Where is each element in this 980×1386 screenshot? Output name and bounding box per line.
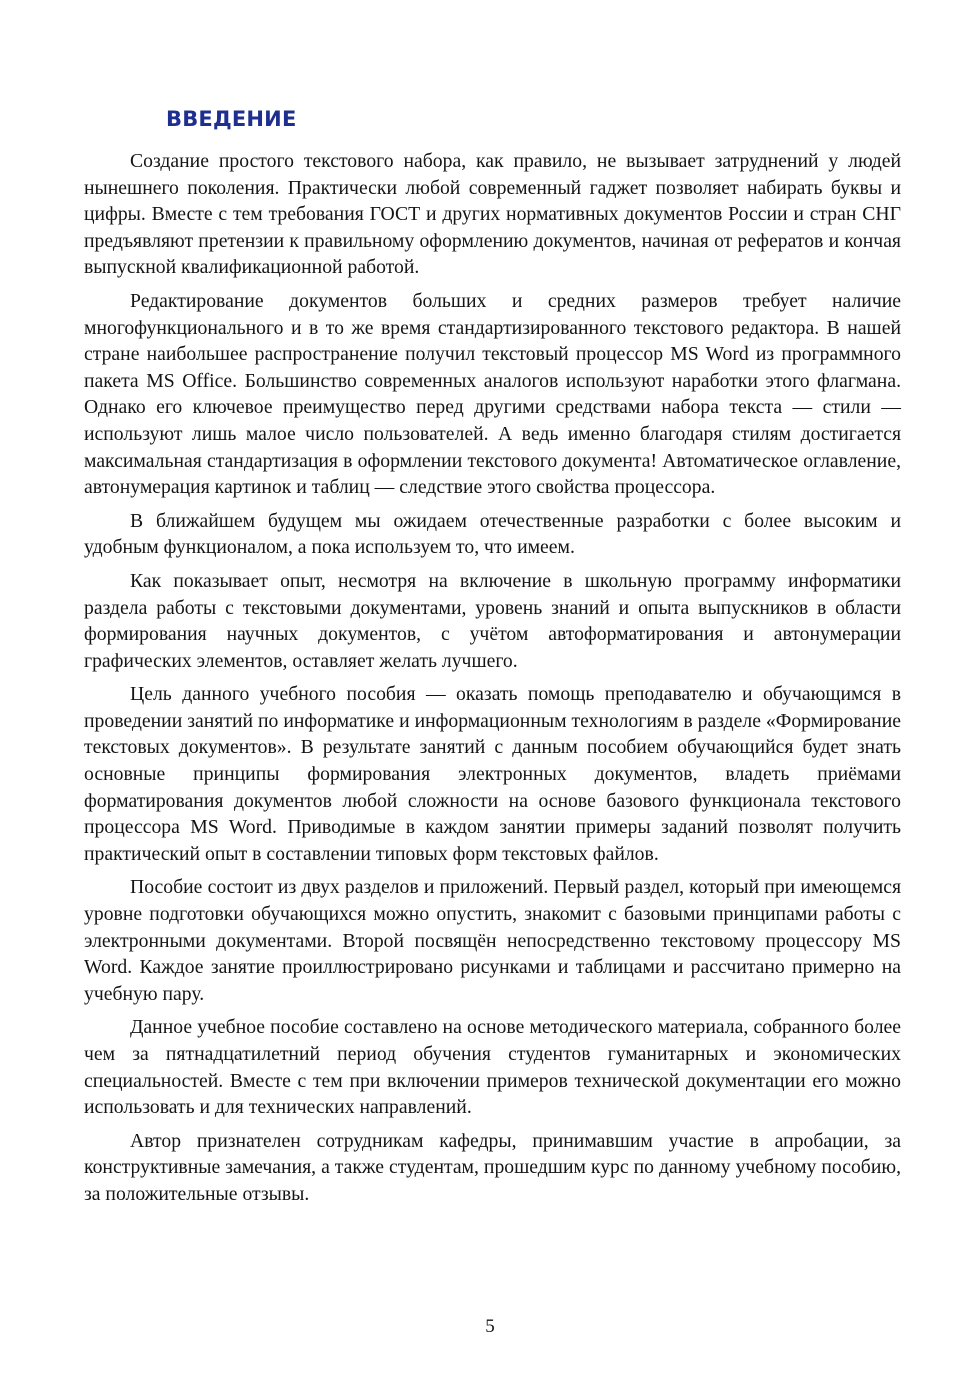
paragraph: Создание простого текстового набора, как правило, не вызывает затруднений у людей нынешнего поколения. Практически любой современный гаджет позволяет набирать буквы и цифры. Вместе с тем требования ГОСТ и других нормативных документов России и стран СНГ предъявляют претензии к правильному оформлению документов, начиная от рефератов и кончая выпускной квалификационной работой. xyxy=(84,150,901,279)
paragraph: Редактирование документов больших и средних размеров требует наличие многофункционального и в то же время стандартизированного текстового редактора. В нашей стране наибольшее распространение получил текстовый процессор MS Word из программного пакета MS Office. Большинство современных аналогов используют наработки этого флагмана. Однако его ключевое преимущество перед другими средствами набора текста — стили — используют лишь малое число пользователей. А ведь именно благодаря стилям достигается максимальная стандартизация в оформлении текстового документа! Автоматическое оглавление, автонумерация картинок и таблиц — следствие этого свойства процессора. xyxy=(84,289,901,499)
section-heading: ВВЕДЕНИЕ xyxy=(166,107,297,131)
paragraph: Как показывает опыт, несмотря на включение в школьную программу информатики раздела работы с текстовыми документами, уровень знаний и опыта выпускников в области формирования научных документов, с учётом автоформатирования и автонумерации графических элементов, оставляет желать лучшего. xyxy=(84,569,901,672)
page-number: 5 xyxy=(485,1316,495,1337)
paragraph: Данное учебное пособие составлено на основе методического материала, собранного более чем за пятнадцатилетний период обучения студентов гуманитарных и экономических специальностей. Вместе с тем при включении примеров технической документации его можно использовать и для технических направлений. xyxy=(84,1016,901,1119)
paragraph: В ближайшем будущем мы ожидаем отечественные разработки с более высоким и удобным функционалом, а пока используем то, что имеем. xyxy=(84,509,901,559)
paragraph: Автор признателен сотрудникам кафедры, принимавшим участие в апробации, за конструктивные замечания, а также студентам, прошедшим курс по данному учебному пособию, за положительные отзывы. xyxy=(84,1129,901,1205)
paragraph: Пособие состоит из двух разделов и приложений. Первый раздел, который при имеющемся уровне подготовки обучающихся можно опустить, знакомит с базовыми принципами работы с электронными документами. Второй посвящён непосредственно текстовому процессору MS Word. Каждое занятие проиллюстрировано рисунками и таблицами и рассчитано примерно на учебную пару. xyxy=(84,876,901,1005)
body-text xyxy=(84,148,901,1215)
paragraph: Цель данного учебного пособия — оказать помощь преподавателю и обучающимся в проведении занятий по информатике и информационным технологиям в разделе «Формирование текстовых документов». В результате занятий с данным пособием обучающийся будет знать основные принципы формирования электронных документов, владеть приёмами форматирования документов любой сложности на основе базового функционала текстового процессора MS Word. Приводимые в каждом занятии примеры заданий позволят получить практический опыт в составлении типовых форм текстовых файлов. xyxy=(84,683,901,865)
